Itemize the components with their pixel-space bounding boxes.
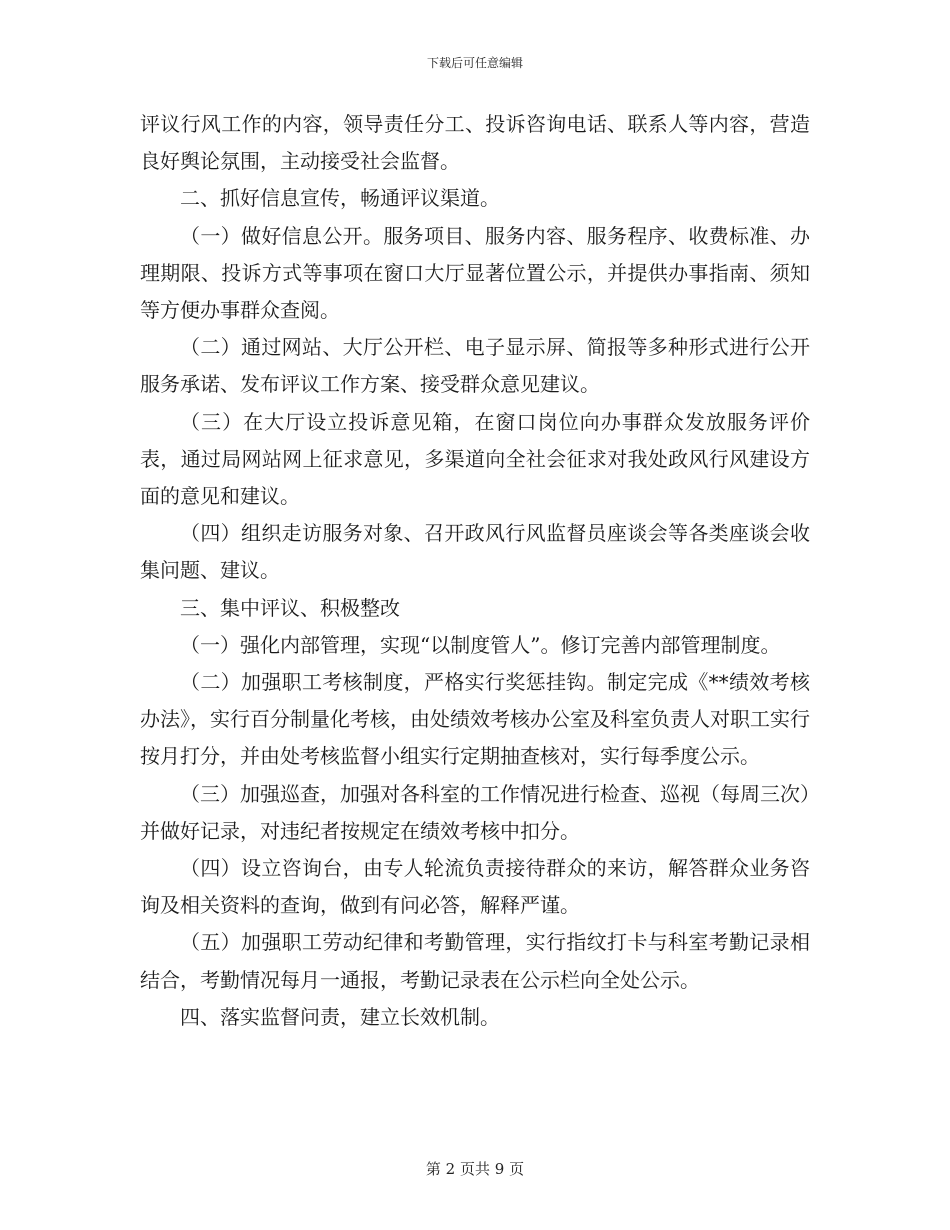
paragraph-2-2: （二）通过网站、大厅公开栏、电子显示屏、简报等多种形式进行公开服务承诺、发布评议工作方案、接受群众意见建议。: [140, 335, 810, 397]
paragraph-3-5: （五）加强职工劳动纪律和考勤管理，实行指纹打卡与科室考勤记录相结合，考勤情况每月一通报，考勤记录表在公示栏向全处公示。: [140, 930, 810, 992]
paragraph-3-2: （二）加强职工考核制度，严格实行奖惩挂钩。制定完成《**绩效考核办法》，实行百分制量化考核，由处绩效考核办公室及科室负责人对职工实行按月打分，并由处考核监督小组实行定期抽查核对，实行每季度公示。: [140, 670, 810, 769]
paragraph-3-3: （三）加强巡查，加强对各科室的工作情况进行检查、巡视（每周三次）并做好记录，对违纪者按规定在绩效考核中扣分。: [140, 781, 810, 843]
section-heading-4: 四、落实监督问责，建立长效机制。: [180, 1004, 500, 1029]
paragraph-2-1: （一）做好信息公开。服务项目、服务内容、服务程序、收费标准、办理期限、投诉方式等事项在窗口大厅显著位置公示，并提供办事指南、须知等方便办事群众查阅。: [140, 223, 810, 323]
paragraph-2-3: （三）在大厅设立投诉意见箱，在窗口岗位向办事群众发放服务评价表，通过局网站网上征求意见，多渠道向全社会征求对我处政风行风建设方面的意见和建议。: [140, 409, 810, 509]
page-number-footer: 第 2 页共 9 页: [425, 1160, 525, 1178]
paragraph-3-1: （一）强化内部管理，实现“以制度管人”。修订完善内部管理制度。: [180, 632, 781, 657]
document-body: [140, 106, 810, 1036]
page-header: 下载后可任意编辑: [426, 56, 523, 70]
paragraph-3-4: （四）设立咨询台，由专人轮流负责接待群众的来访，解答群众业务咨询及相关资料的查询，做到有问必答，解释严谨。: [140, 856, 810, 918]
section-heading-2: 二、抓好信息宣传，畅通评议渠道。: [180, 186, 500, 211]
section-heading-3: 三、集中评议、积极整改: [180, 595, 400, 620]
paragraph-2-4: （四）组织走访服务对象、召开政风行风监督员座谈会等各类座谈会收集问题、建议。: [140, 521, 810, 583]
paragraph-continuation: 评议行风工作的内容，领导责任分工、投诉咨询电话、联系人等内容，营造良好舆论氛围，主动接受社会监督。: [140, 112, 810, 174]
